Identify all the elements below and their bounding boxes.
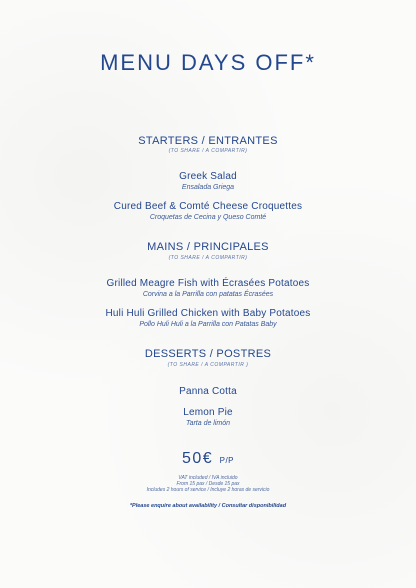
dish-translation: Corvina a la Parrilla con patatas Écrasées — [142, 291, 274, 298]
dish-name: Grilled Meagre Fish with Écrasées Potatoes — [106, 278, 310, 289]
footer-note: From 15 pax / Desde 15 pax — [176, 481, 240, 487]
section-heading-desserts: DESSERTS / POSTRES — [144, 348, 272, 360]
price-amount: 50€ — [181, 450, 214, 467]
menu-title: MENU DAYS OFF* — [100, 50, 316, 75]
dish-translation: Tarta de limón — [185, 420, 231, 427]
dish-translation: Pollo Huli Huli a la Parrilla con Patatas Baby — [139, 321, 277, 328]
dish-name: Greek Salad — [179, 171, 237, 182]
dish-name: Lemon Pie — [183, 407, 233, 418]
price-row — [0, 450, 416, 468]
dish-name: Cured Beef & Comté Cheese Croquettes — [113, 201, 303, 212]
dish-name: Panna Cotta — [179, 386, 237, 397]
dish-translation: Croquetas de Cecina y Queso Comté — [149, 214, 267, 221]
price-unit: P/P — [219, 456, 235, 465]
section-heading-starters: STARTERS / ENTRANTES — [138, 135, 278, 147]
footer-note: Includes 2 hours of service / Incluye 2 horas de servicio — [146, 487, 270, 493]
dish-translation: Ensalada Griega — [181, 184, 235, 191]
availability-disclaimer: *Please enquire about availability / Consultar disponibilidad — [129, 503, 287, 509]
footer-note: VAT included / IVA incluido — [178, 475, 238, 481]
section-note-starters: (TO SHARE / A COMPARTIR) — [168, 148, 248, 154]
section-note-desserts: (TO SHARE / A COMPARTIR ) — [167, 362, 249, 368]
section-note-mains: (TO SHARE / A COMPARTIR) — [168, 255, 248, 261]
section-heading-mains: MAINS / PRINCIPALES — [147, 241, 269, 253]
dish-name: Huli Huli Grilled Chicken with Baby Potatoes — [105, 308, 311, 319]
